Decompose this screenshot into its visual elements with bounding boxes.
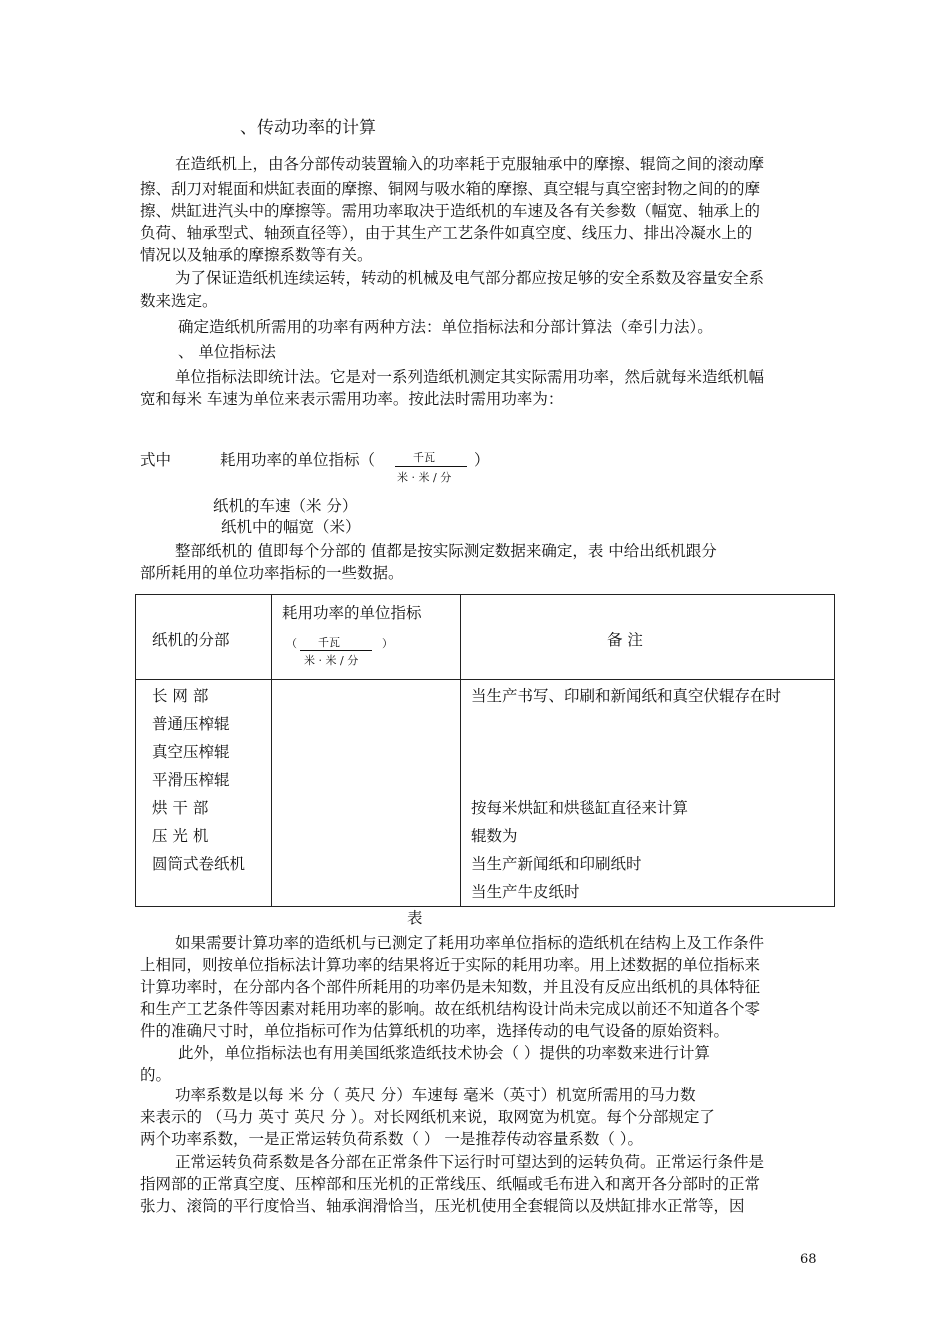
table-caption: 表 xyxy=(407,909,423,927)
paragraph-line: 情况以及轴承的摩擦系数等有关。 xyxy=(140,246,373,264)
paragraph-line: 正常运转负荷系数是各分部在正常条件下运行时可望达到的运转负荷。正常运行条件是 xyxy=(175,1153,765,1171)
paragraph-line: 负荷、轴承型式、轴颈直径等），由于其生产工艺条件如真空度、线压力、排出冷凝水上的 xyxy=(140,224,753,242)
table-row-part: 真空压榨辊 xyxy=(152,743,230,761)
table-row-part: 长 网 部 xyxy=(152,687,209,705)
table-header-index xyxy=(272,595,461,680)
table-row-remark xyxy=(471,766,834,794)
table-row-part: 普通压榨辊 xyxy=(152,715,230,733)
paragraph-line: 如果需要计算功率的造纸机与已测定了耗用功率单位指标的造纸机在结构上及工作条件 xyxy=(175,934,765,952)
table-row-part: 压 光 机 xyxy=(152,827,209,845)
table-header-part-label: 纸机的分部 xyxy=(152,631,230,649)
table-header-open-paren: （ xyxy=(286,637,297,650)
paragraph-line: 宽和每米 车速为单位来表示需用功率。按此法时需用功率为： xyxy=(140,390,564,408)
formula-lead: 式中 xyxy=(140,451,172,469)
fraction-numerator: 千瓦 xyxy=(413,451,435,464)
table-remarks-cell xyxy=(461,680,835,907)
paragraph-line: 的。 xyxy=(140,1066,172,1084)
table-unit-fraction xyxy=(300,637,372,669)
paragraph-line: 单位指标法即统计法。它是对一系列造纸机测定其实际需用功率，然后就每米造纸机幅 xyxy=(175,368,765,386)
paragraph-line: 来表示的 （马力 英寸 英尺 分 ）。对长网纸机来说，取网宽为机宽。每个分部规定了 xyxy=(140,1108,715,1126)
fraction-bar xyxy=(395,466,467,467)
paragraph-line: 确定造纸机所需用的功率有两种方法：单位指标法和分部计算法（牵引力法）。 xyxy=(178,318,713,336)
paragraph-line: 此外，单位指标法也有用美国纸浆造纸技术协会（ ）提供的功率数来进行计算 xyxy=(178,1044,710,1062)
paragraph-line: 在造纸机上，由各分部传动装置输入的功率耗于克服轴承中的摩擦、辊筒之间的滚动摩 xyxy=(175,155,765,173)
table-parts-cell xyxy=(136,680,272,907)
paragraph-line: 和生产工艺条件等因素对耗用功率的影响。故在纸机结构设计尚未完成以前还不知道各个零 xyxy=(140,1000,761,1018)
paragraph-line: 张力、滚筒的平行度恰当、轴承润滑恰当，压光机使用全套辊筒以及烘缸排水正常等，因 xyxy=(140,1197,745,1215)
table-values-cell xyxy=(272,680,461,907)
table-row-remark: 当生产牛皮纸时 xyxy=(471,883,580,901)
formula-item-1: 耗用功率的单位指标（ xyxy=(220,451,376,469)
table-row-part: 平滑压榨辊 xyxy=(152,771,230,789)
formula-item-1-close: ） xyxy=(474,451,490,469)
table-row-remark: 按每米烘缸和烘毯缸直径来计算 xyxy=(471,799,689,817)
fraction-denominator: 米 · 米 / 分 xyxy=(397,471,452,484)
table-row-remark: 当生产书写、印刷和新闻纸和真空伏辊存在时 xyxy=(471,687,782,705)
paragraph-line: 两个功率系数，一是正常运转负荷系数（ ） 一是推荐传动容量系数（ ）。 xyxy=(140,1130,644,1148)
paragraph-line: 擦、刮刀对辊面和烘缸表面的摩擦、铜网与吸水箱的摩擦、真空辊与真空密封物之间的的摩 xyxy=(140,180,761,198)
table-row-remark xyxy=(471,710,834,738)
table-row-remark: 当生产新闻纸和印刷纸时 xyxy=(471,855,642,873)
table-row-part: 烘 干 部 xyxy=(152,799,209,817)
paragraph-line: 为了保证造纸机连续运转，转动的机械及电气部分都应按足够的安全系数及容量安全系 xyxy=(175,269,765,287)
unit-fraction xyxy=(395,452,467,484)
paragraph-line: 整部纸机的 值即每个分部的 值都是按实际测定数据来确定，表 中给出纸机跟分 xyxy=(175,542,717,560)
table-header-part xyxy=(136,595,272,680)
paragraph-line: 件的准确尺寸时，单位指标可作为估算纸机的功率，选择传动的电气设备的原始资料。 xyxy=(140,1022,730,1040)
subsection-heading: 、 单位指标法 xyxy=(178,343,276,361)
table-row-remark: 辊数为 xyxy=(471,827,518,845)
table-header-remarks xyxy=(461,595,835,680)
paragraph-line: 指网部的正常真空度、压榨部和压光机的正常线压、纸幅或毛布进入和离开各分部时的正常 xyxy=(140,1175,761,1193)
table-header-remarks-label: 备 注 xyxy=(607,631,643,649)
fraction-numerator: 千瓦 xyxy=(318,636,340,649)
paragraph-line: 擦、烘缸进汽头中的摩擦等。需用功率取决于造纸机的车速及各有关参数（幅宽、轴承上的 xyxy=(140,202,761,220)
paragraph-line: 上相同，则按单位指标法计算功率的结果将近于实际的耗用功率。用上述数据的单位指标来 xyxy=(140,956,761,974)
paragraph-line: 功率系数是以每 米 分（ 英尺 分）车速每 毫米（英寸）机宽所需用的马力数 xyxy=(175,1086,696,1104)
section-title: 、传动功率的计算 xyxy=(240,118,376,138)
table-header-close-paren: ） xyxy=(382,637,393,650)
fraction-bar xyxy=(300,650,372,651)
power-index-table xyxy=(135,594,835,907)
paragraph-line: 数来选定。 xyxy=(140,292,218,310)
table-header-index-label: 耗用功率的单位指标 xyxy=(282,604,422,622)
table-row-part xyxy=(152,878,271,906)
page-number: 68 xyxy=(800,1252,817,1267)
formula-item-2: 纸机的车速（米 分） xyxy=(213,497,358,515)
paragraph-line: 计算功率时，在分部内各个部件所耗用的功率仍是未知数，并且没有反应出纸机的具体特征 xyxy=(140,978,761,996)
table-row-part: 圆筒式卷纸机 xyxy=(152,855,246,873)
formula-item-3: 纸机中的幅宽（米） xyxy=(221,518,361,536)
fraction-denominator: 米 · 米 / 分 xyxy=(304,654,359,667)
table-row-remark xyxy=(471,738,834,766)
paragraph-line: 部所耗用的单位功率指标的一些数据。 xyxy=(140,564,404,582)
